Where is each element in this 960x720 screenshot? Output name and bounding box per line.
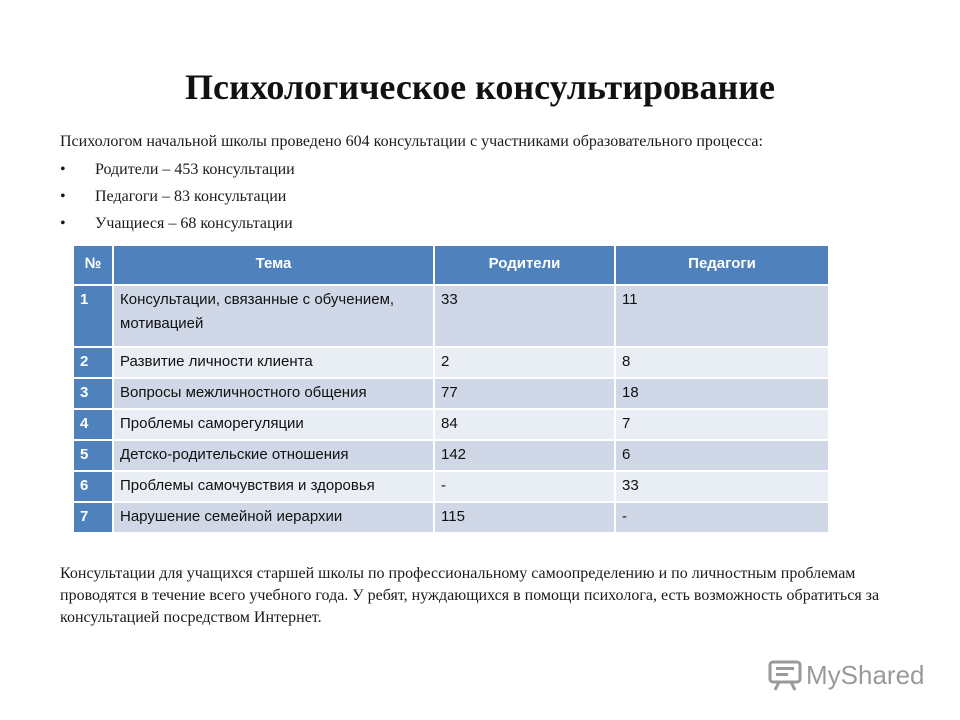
- slide-title: Психологическое консультирование: [184, 67, 776, 107]
- row-topic: Вопросы межличностного общения: [113, 378, 434, 409]
- row-parents: 33: [434, 285, 615, 347]
- outro-text: Консультации для учащихся старшей школы по профессиональному самоопределению и по личностным проблемам проводятся в течение всего учебного года. У ребят, нуждающихся в помощи психолога, есть возможность обратиться за консультацией посредством Интернет.: [60, 565, 880, 626]
- row-number: 3: [73, 378, 113, 409]
- row-number: 2: [73, 347, 113, 378]
- table-row: [73, 440, 829, 471]
- table-row: [73, 409, 829, 440]
- row-topic: Проблемы саморегуляции: [113, 409, 434, 440]
- row-parents: 77: [434, 378, 615, 409]
- header-teachers: Педагоги: [615, 245, 829, 285]
- watermark-text: MyShared: [806, 659, 925, 690]
- row-number: 7: [73, 502, 113, 533]
- row-parents: 84: [434, 409, 615, 440]
- row-teachers: -: [615, 502, 829, 533]
- table-row: [73, 502, 829, 533]
- table-row: [73, 285, 829, 347]
- table-row: [73, 378, 829, 409]
- bullet-text: Родители – 453 консультации: [95, 161, 295, 178]
- presentation-board-icon: [768, 658, 802, 692]
- table-row: [73, 471, 829, 502]
- bullet-text: Учащиеся – 68 консультации: [95, 215, 293, 232]
- row-parents: 115: [434, 502, 615, 533]
- bullet-item: [60, 160, 295, 187]
- row-parents: 142: [434, 440, 615, 471]
- row-teachers: 33: [615, 471, 829, 502]
- header-topic: Тема: [113, 245, 434, 285]
- row-teachers: 6: [615, 440, 829, 471]
- row-topic: Консультации, связанные с обучением, мотивацией: [113, 285, 434, 347]
- row-number: 1: [73, 285, 113, 347]
- row-parents: 2: [434, 347, 615, 378]
- row-number: 5: [73, 440, 113, 471]
- row-teachers: 7: [615, 409, 829, 440]
- consultation-table: [72, 244, 830, 534]
- bullet-item: [60, 187, 295, 214]
- bullet-text: Педагоги – 83 консультации: [95, 188, 287, 205]
- row-topic: Развитие личности клиента: [113, 347, 434, 378]
- table-header-row: [73, 245, 829, 285]
- bullet-list: [60, 160, 295, 241]
- watermark-logo[interactable]: [768, 658, 925, 692]
- header-number: №: [73, 245, 113, 285]
- header-parents: Родители: [434, 245, 615, 285]
- row-number: 4: [73, 409, 113, 440]
- table-row: [73, 347, 829, 378]
- row-teachers: 8: [615, 347, 829, 378]
- row-teachers: 11: [615, 285, 829, 347]
- bullet-dot: •: [60, 215, 66, 232]
- row-number: 6: [73, 471, 113, 502]
- bullet-item: [60, 214, 295, 241]
- intro-text: Психологом начальной школы проведено 604 консультации с участниками образовательного процесса:: [60, 133, 763, 150]
- row-teachers: 18: [615, 378, 829, 409]
- row-topic: Проблемы самочувствия и здоровья: [113, 471, 434, 502]
- bullet-dot: •: [60, 161, 66, 178]
- row-topic: Детско-родительские отношения: [113, 440, 434, 471]
- row-topic: Нарушение семейной иерархии: [113, 502, 434, 533]
- row-parents: -: [434, 471, 615, 502]
- bullet-dot: •: [60, 188, 66, 205]
